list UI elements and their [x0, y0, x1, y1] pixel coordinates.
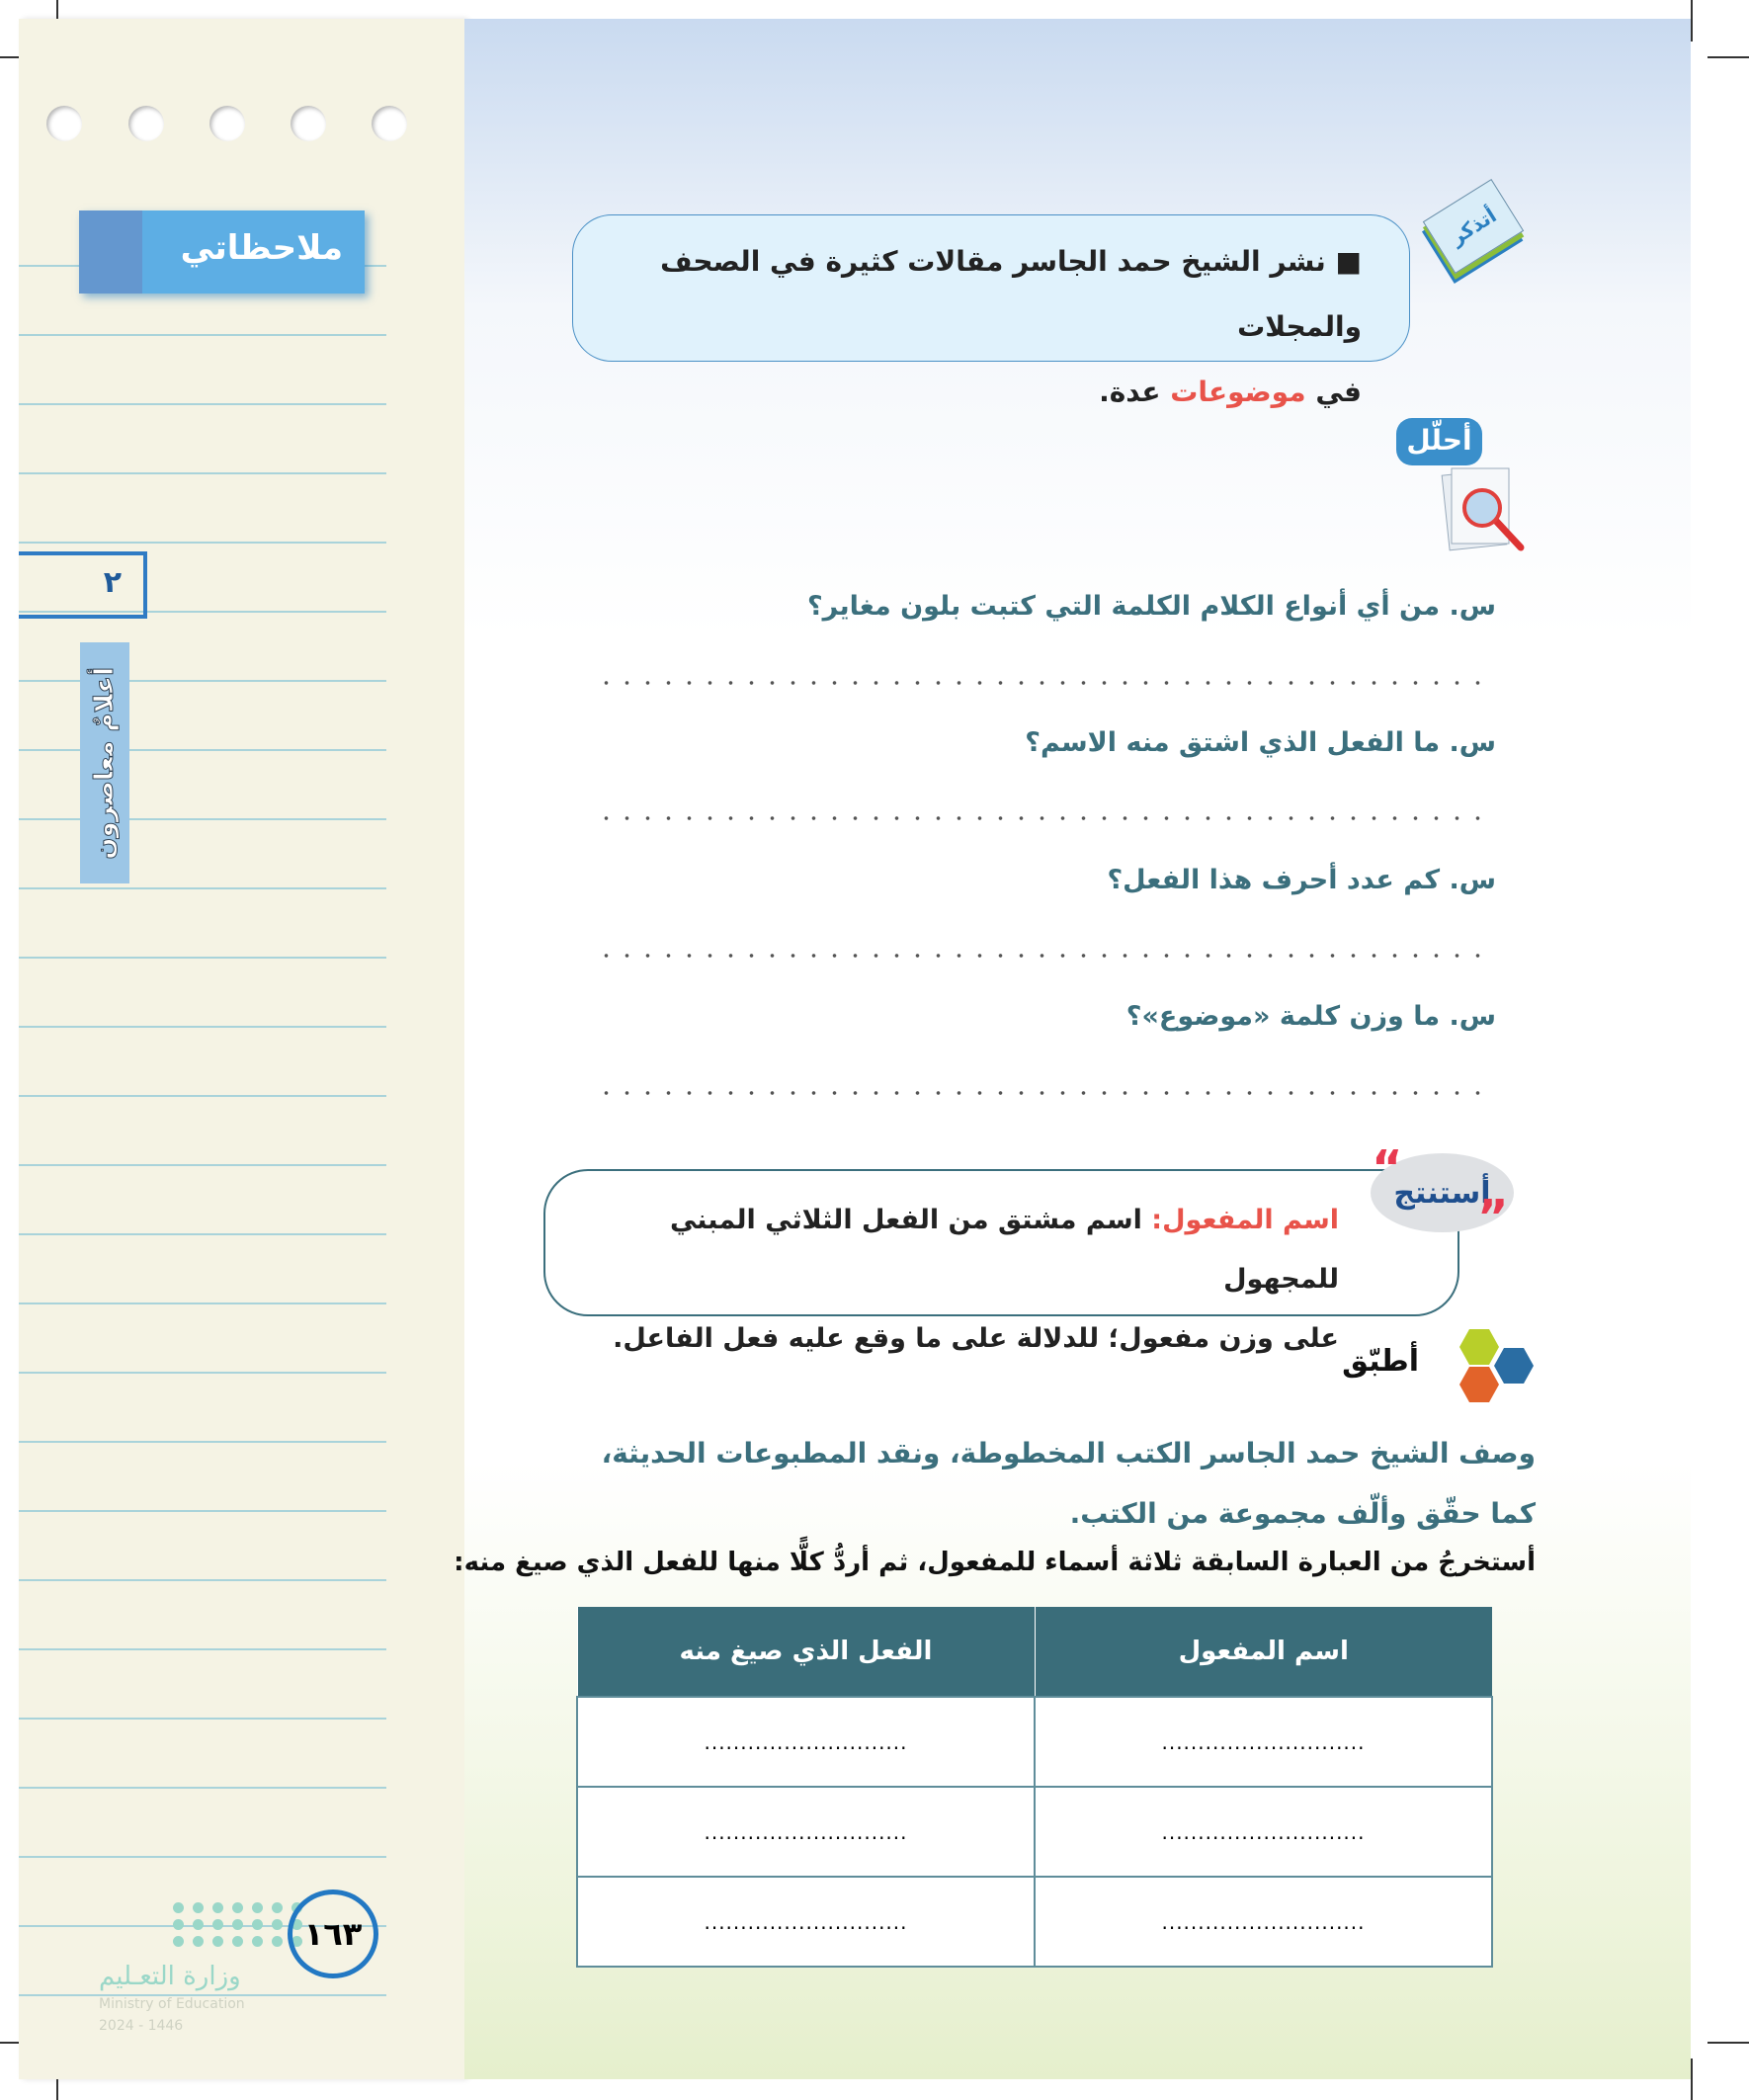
ruled-line	[19, 1718, 386, 1720]
answer-line-3[interactable]	[596, 954, 1496, 958]
conclude-box	[543, 1169, 1459, 1354]
unit-tab	[80, 642, 129, 883]
apply-instruction: أستخرجُ من العبارة السابقة ثلاثة أسماء للمفعول، ثم أردُّ كلًّا منها للفعل الذي صيغ منه:	[454, 1548, 1536, 1577]
question-4: س. ما وزن كلمة «موضوع»؟	[1125, 1001, 1496, 1032]
answer-cell[interactable]: ............................	[577, 1697, 1035, 1787]
unit-title: أعلامٌ معاصرون	[90, 666, 120, 860]
binder-hole	[291, 106, 326, 141]
definition-term: اسم المفعول:	[1151, 1205, 1339, 1235]
ruled-line	[19, 1648, 386, 1650]
edition-year: 2024 - 1446	[99, 2018, 184, 2034]
answer-cell[interactable]: ............................	[1035, 1877, 1492, 1967]
ruled-line	[19, 334, 386, 336]
remember-line-1: نشر الشيخ حمد الجاسر مقالات كثيرة في الصحف والمجلات	[660, 245, 1362, 343]
answer-cell[interactable]: ............................	[577, 1787, 1035, 1877]
answer-line-2[interactable]	[596, 816, 1496, 820]
ruled-line	[19, 749, 386, 751]
ruled-line	[19, 1579, 386, 1581]
bullet-icon: ■	[1325, 245, 1362, 278]
question-1: س. من أي أنواع الكلام الكلمة التي كتبت بلون مغاير؟	[806, 591, 1496, 622]
ruled-line	[19, 542, 386, 544]
conclude-badge: أستنتج	[1371, 1153, 1514, 1232]
answer-cell[interactable]: ............................	[1035, 1697, 1492, 1787]
apply-paragraph: وصف الشيخ حمد الجاسر الكتب المخطوطة، ونقد المطبوعات الحديثة، كما حقّق وألّف مجموعة من الكتب.	[601, 1437, 1536, 1530]
remember-label: أتذكر	[1446, 203, 1501, 250]
remember-line-2-prefix: في	[1315, 376, 1362, 408]
remember-box	[572, 214, 1410, 408]
definition-line-1: اسم مشتق من الفعل الثلاثي المبني للمجهول	[669, 1205, 1339, 1295]
table-row	[577, 1877, 1492, 1967]
ruled-line	[19, 1856, 386, 1858]
magnifier-documents-icon	[1438, 464, 1527, 555]
header-source-verb: الفعل الذي صيغ منه	[577, 1607, 1035, 1697]
ruled-line	[19, 1095, 386, 1097]
answer-line-4[interactable]	[596, 1091, 1496, 1095]
page-number: ١٦٣	[288, 1890, 378, 1978]
close-quote-icon: ”	[1477, 1190, 1509, 1245]
binder-hole	[46, 106, 82, 141]
ruled-line	[19, 1302, 386, 1304]
ruled-line	[19, 472, 386, 474]
ruled-line	[19, 1026, 386, 1028]
ministry-name-arabic: وزارة التعـليم	[99, 1962, 241, 1991]
ruled-line	[19, 1164, 386, 1166]
apply-title: أطبّق	[1342, 1344, 1419, 1379]
header-passive-participle: اسم المفعول	[1035, 1607, 1492, 1697]
answer-line-1[interactable]	[596, 681, 1496, 685]
open-quote-icon: “	[1372, 1140, 1403, 1196]
table-row	[577, 1697, 1492, 1787]
answer-cell[interactable]: ............................	[577, 1877, 1035, 1967]
question-2: س. ما الفعل الذي اشتق منه الاسم؟	[1025, 727, 1496, 758]
analyze-badge: أحلّل	[1396, 418, 1482, 465]
notes-label: ملاحظاتي	[79, 210, 365, 294]
chapter-number: ٢	[19, 551, 147, 619]
table-row	[577, 1787, 1492, 1877]
remember-line-2-suffix: عدة.	[1099, 376, 1161, 408]
ruled-line	[19, 403, 386, 405]
highlighted-word: موضوعات	[1170, 376, 1306, 408]
ruled-line	[19, 1510, 386, 1512]
answer-table	[576, 1607, 1493, 1968]
ruled-line	[19, 887, 386, 889]
binder-hole	[372, 106, 407, 141]
definition-line-2: على وزن مفعول؛ للدلالة على ما وقع عليه فعل الفاعل.	[613, 1323, 1339, 1354]
ruled-line	[19, 818, 386, 820]
ministry-name-english: Ministry of Education	[99, 1996, 245, 2012]
ministry-logo-dots	[173, 1902, 305, 1947]
ruled-line	[19, 1233, 386, 1235]
ruled-line	[19, 1372, 386, 1374]
ruled-line	[19, 1441, 386, 1443]
binder-hole	[209, 106, 245, 141]
notes-sidebar	[19, 19, 464, 2079]
ruled-line	[19, 957, 386, 959]
ruled-line	[19, 680, 386, 682]
binder-hole	[128, 106, 164, 141]
question-3: س. كم عدد أحرف هذا الفعل؟	[1107, 865, 1496, 895]
answer-cell[interactable]: ............................	[1035, 1787, 1492, 1877]
ruled-line	[19, 1787, 386, 1789]
